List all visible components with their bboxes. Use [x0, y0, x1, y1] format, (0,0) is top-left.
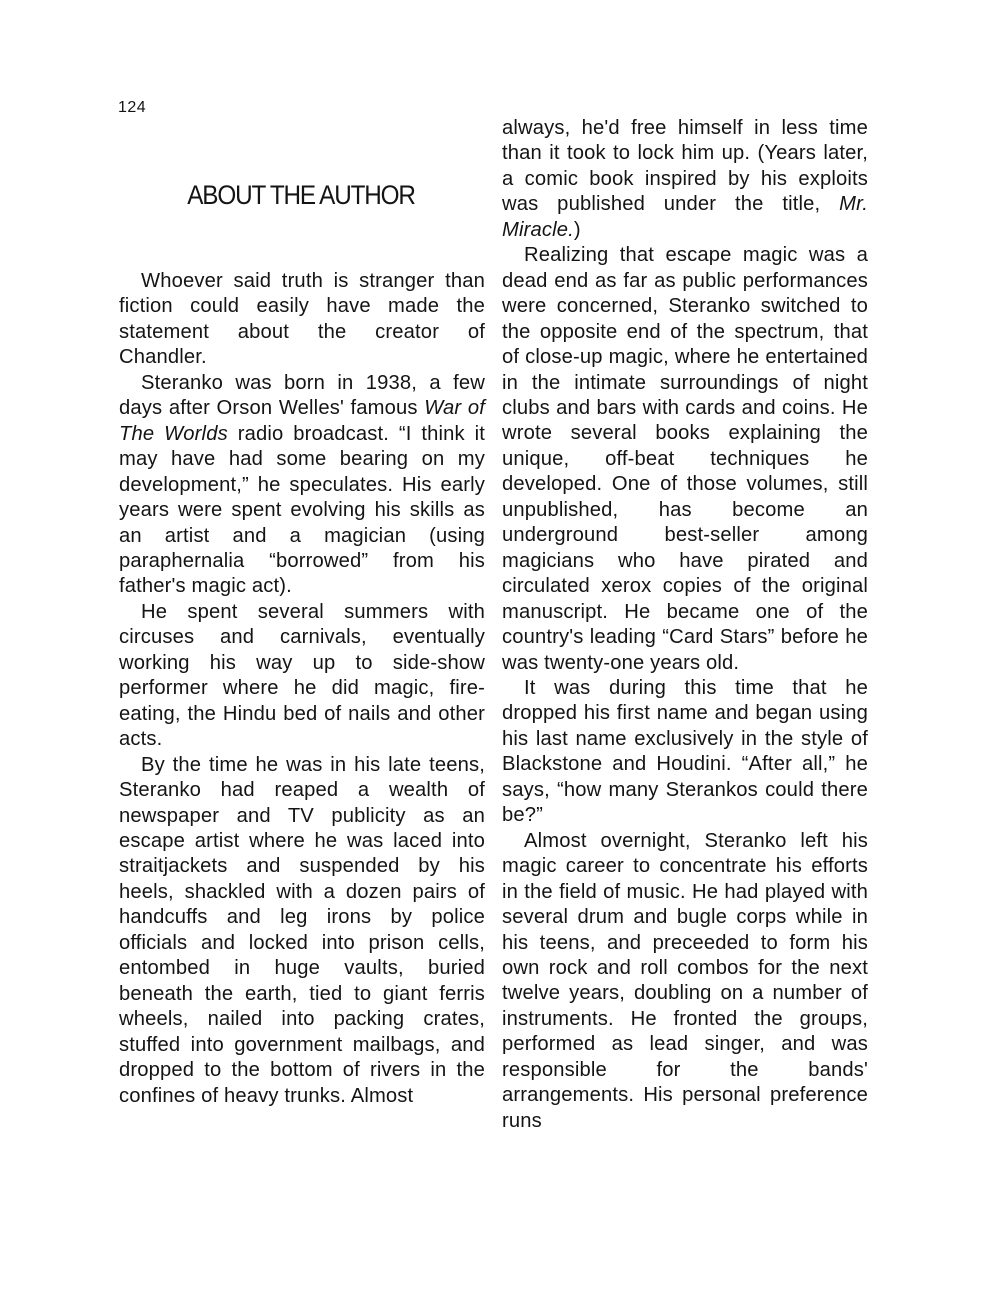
paragraph: Almost overnight, Steranko left his magic career to concentrate his efforts in the field of music. He had played with several drum and bugle corps while in his teens, and preceeded to form his own rock and roll combos for the next twelve years, doubling on a number of instruments. He fronted the groups, performed as lead singer, and was responsible for the bands' arrangements. His personal preference runs: [502, 829, 868, 1132]
paragraph: It was during this time that he dropped his first name and began using his last name exclusively in the style of Blackstone and Houdini. “After all,” he says, “how many Sterankos could there be?”: [502, 676, 868, 827]
book-title: War of The Worlds: [119, 397, 486, 445]
paragraph: Realizing that escape magic was a dead end as far as public performances were concerned, Steranko switched to the opposite end of the spectrum, that of close-up magic, where he entertained in the intimate surroundings of night clubs and bars with cards and coins. He wrote several books explaining the unique, off-beat techniques he developed. One of those volumes, still unpublished, has become an underground best-seller among magicians who have pirated and circulated xerox copies of the original manuscript. He became one of the country's leading “Card Stars” before he was twenty-one years old.: [502, 244, 868, 674]
paragraph: [502, 116, 868, 243]
right-column: [502, 116, 868, 1134]
text-run: ): [573, 218, 581, 241]
left-column: [119, 269, 485, 1109]
paragraph: [119, 371, 485, 600]
section-heading: ABOUT THE AUTHOR: [187, 180, 415, 210]
paragraph: Whoever said truth is stranger than fiction could easily have made the statement about the creator of Chandler.: [119, 270, 485, 369]
text-run: Steranko was born in 1938, a few days after Orson Welles' famous: [119, 371, 485, 420]
page-number: 124: [118, 99, 147, 116]
text-run: always, he'd free himself in less time than it took to lock him up. (Years later, a comic book inspired by his exploits was published under the title,: [502, 117, 868, 216]
paragraph: He spent several summers with circuses and carnivals, eventually working his way up to side-show performer where he did magic, fire-eating, the Hindu bed of nails and other acts.: [119, 600, 485, 751]
comic-title: Mr. Miracle.: [502, 193, 868, 241]
text-run: radio broadcast. “I think it may have had some bearing on my development,” he speculates. His early years were spent evolving his skills as an artist and a magician (using paraphernalia “borrowed” from his father's magic act).: [119, 422, 485, 598]
paragraph: By the time he was in his late teens, Steranko had reaped a wealth of newspaper and TV publicity as an escape artist where he was laced into straitjackets and suspended by his heels, shackled with a dozen pairs of handcuffs and leg irons by police officials and locked into prison cells, entombed in huge vaults, buried beneath the earth, tied to giant ferris wheels, nailed into packing crates, stuffed into government mailbags, and dropped to the bottom of rivers in the confines of heavy trunks. Almost: [119, 753, 485, 1107]
